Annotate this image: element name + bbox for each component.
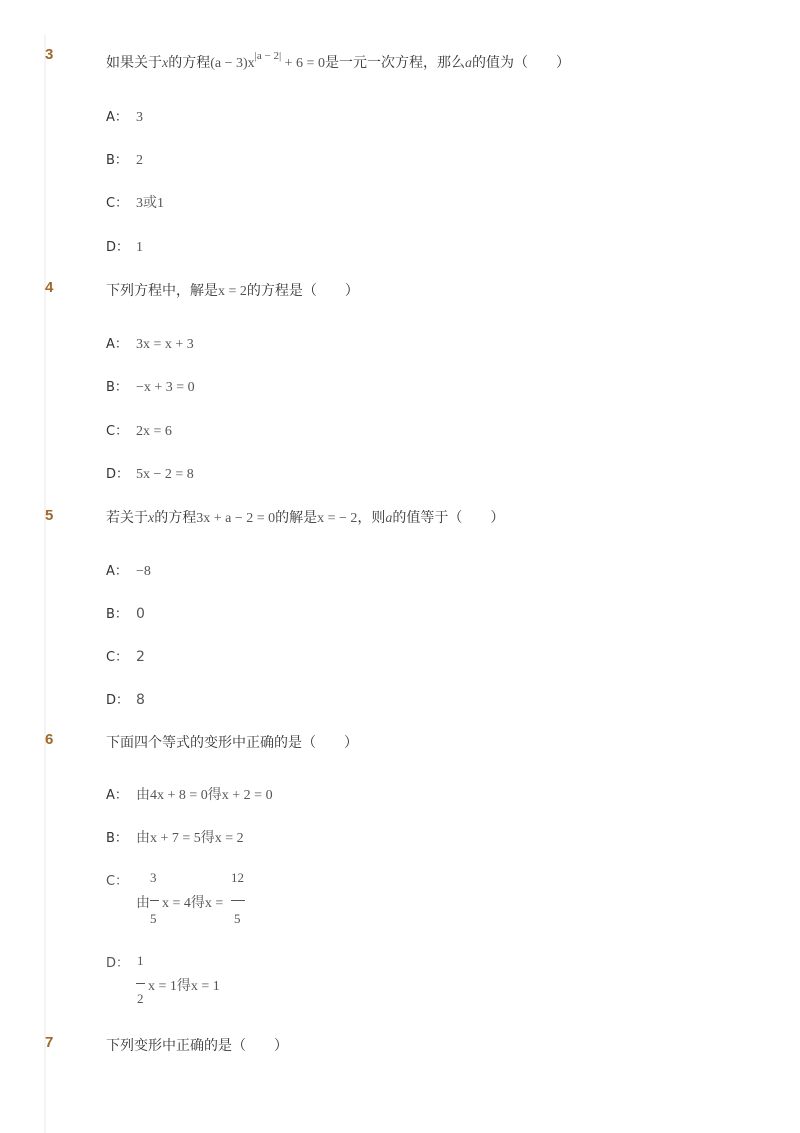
left-gutter-line (44, 35, 46, 1133)
option-c[interactable]: C： 2x = 6 (106, 424, 172, 439)
option-equation: x = 4得x = (162, 896, 224, 911)
option-prefix: 由 (136, 896, 150, 911)
question-number: 6 (45, 731, 54, 748)
fraction-bar (231, 900, 245, 901)
question-number: 5 (45, 507, 54, 524)
fraction-numerator: 3 (150, 870, 157, 885)
fraction-bar (150, 900, 159, 901)
question-stem: 下列方程中，解是x = 2的方程是（ ） (106, 283, 359, 299)
fraction-denominator: 5 (150, 911, 157, 926)
question-stem: 若关于x的方程3x + a − 2 = 0的解是x = − 2，则a的值等于（ ） (106, 510, 505, 526)
option-d[interactable]: D： 1 (106, 240, 143, 255)
question-stem: 下列变形中正确的是（ ） (106, 1038, 288, 1054)
option-c[interactable]: C： 3或1 (106, 196, 164, 211)
fraction-denominator: 5 (234, 911, 241, 926)
fraction-numerator: 12 (231, 870, 244, 885)
option-label: D： (106, 956, 130, 971)
question-stem: 如果关于x的方程$(a - 3)x^{|a - 2|} + 6 = 0$是一元一次方程，那么a的值为（ ） (106, 50, 570, 71)
fraction-bar (136, 983, 145, 984)
option-d[interactable]: D： 5x − 2 = 8 (106, 467, 194, 482)
option-a[interactable]: A： 3 (106, 110, 143, 125)
question-number: 7 (45, 1034, 54, 1051)
option-a[interactable]: A： 3x = x + 3 (106, 337, 194, 352)
option-equation: x = 1得x = 1 (148, 979, 220, 994)
question-number: 3 (45, 46, 54, 63)
option-b[interactable]: B： 0 (106, 606, 145, 622)
option-c[interactable]: C： 2 (106, 649, 145, 665)
option-a[interactable]: A： 由4x + 8 = 0得x + 2 = 0 (106, 788, 273, 803)
option-label: C： (106, 874, 129, 889)
option-b[interactable]: B： −x + 3 = 0 (106, 380, 195, 395)
option-a[interactable]: A： −8 (106, 564, 151, 579)
question-stem: 下面四个等式的变形中正确的是（ ） (106, 735, 358, 751)
option-b[interactable]: B： 由x + 7 = 5得x = 2 (106, 831, 244, 846)
option-d[interactable]: D： 8 (106, 692, 145, 708)
fraction-denominator: 2 (137, 991, 144, 1006)
question-number: 4 (45, 279, 54, 296)
option-b[interactable]: B： 2 (106, 153, 143, 168)
fraction-numerator: 1 (137, 953, 144, 968)
